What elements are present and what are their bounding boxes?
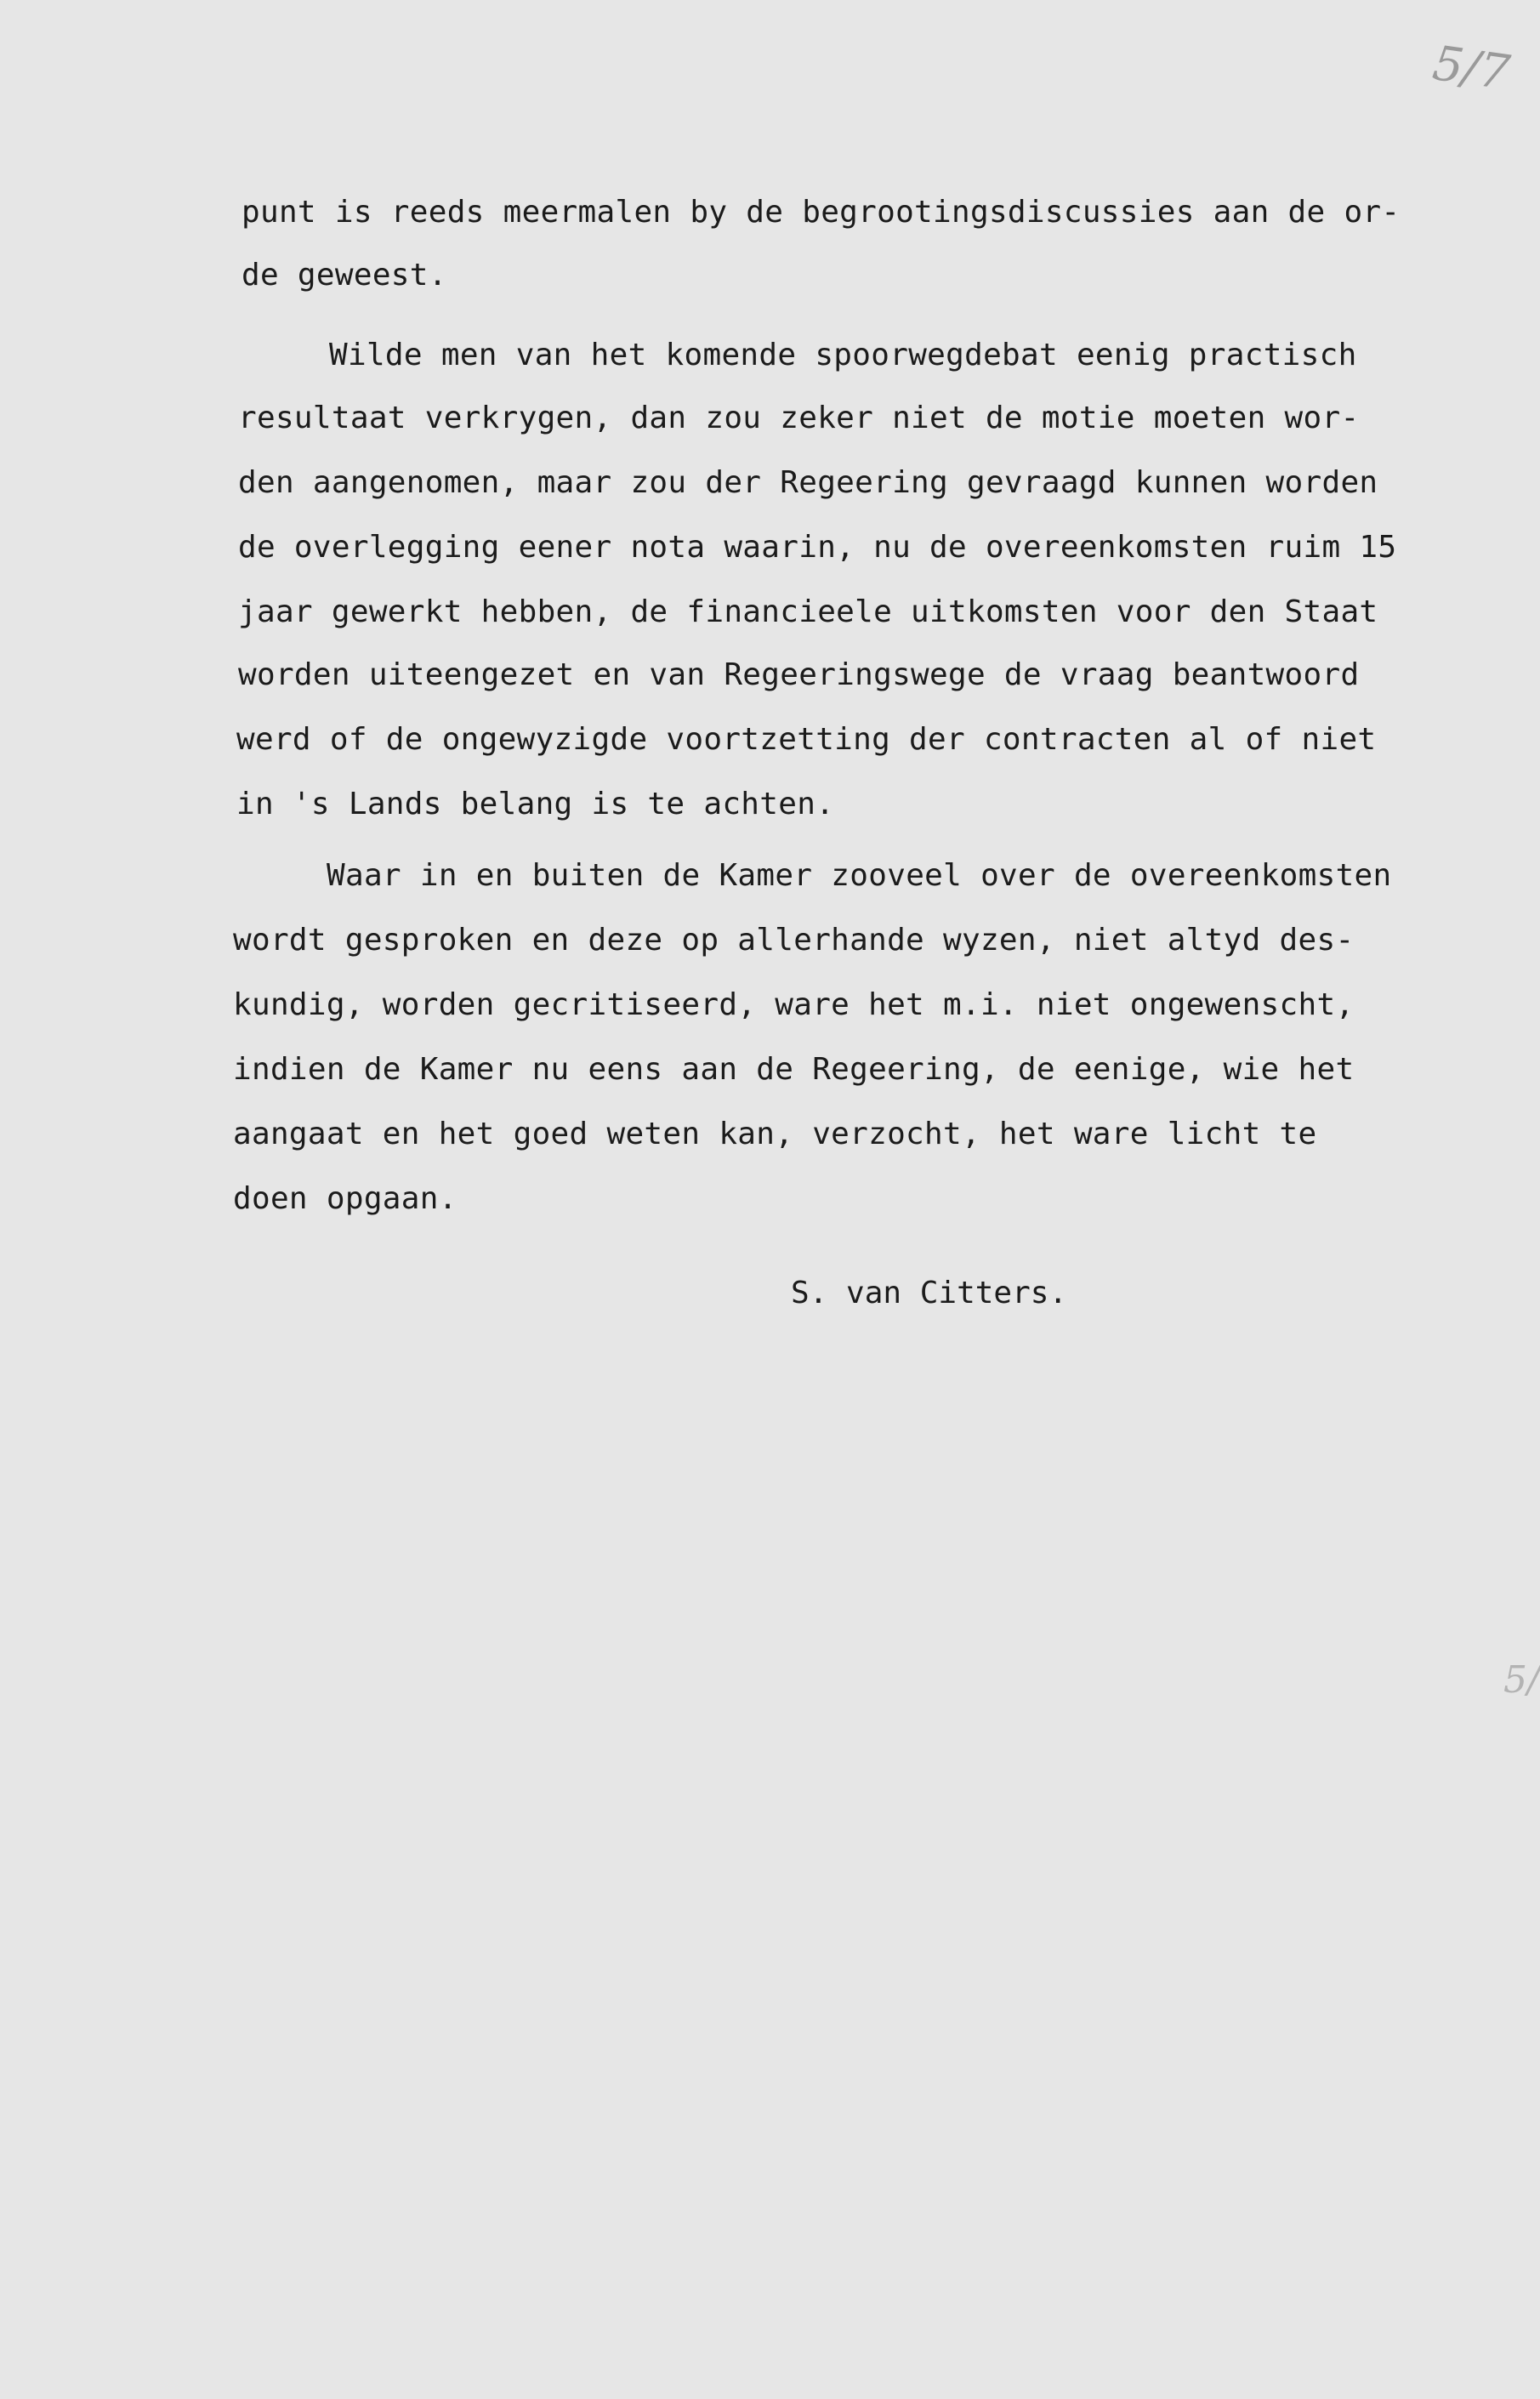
folio-number: 5/7 [1429, 36, 1514, 101]
signature: S. van Citters. [791, 1276, 1068, 1310]
text-line: aangaat en het goed weten kan, verzocht, het ware licht te [233, 1117, 1317, 1151]
text-line: wordt gesproken en deze op allerhande wyzen, niet altyd des- [233, 923, 1355, 958]
text-line: den aangenomen, maar zou der Regeering gevraagd kunnen worden [238, 465, 1378, 500]
text-line: doen opgaan. [233, 1181, 457, 1216]
text-line: kundig, worden gecritiseerd, ware het m.i. niet ongewenscht, [233, 987, 1355, 1022]
text-line: de geweest. [242, 258, 447, 293]
text-line: resultaat verkrygen, dan zou zeker niet de motie moeten wor- [238, 401, 1360, 435]
text-line: punt is reeds meermalen by de begrootingsdiscussies aan de or- [242, 195, 1401, 230]
text-line: in 's Lands belang is te achten. [236, 787, 835, 821]
text-line: worden uiteengezet en van Regeeringswege de vraag beantwoord [238, 657, 1360, 692]
text-line: jaar gewerkt hebben, de financieele uitkomsten voor den Staat [238, 594, 1378, 629]
text-line: Wilde men van het komende spoorwegdebat eenig practisch [329, 338, 1357, 372]
margin-mark: 5/ [1503, 1658, 1540, 1702]
text-line: de overlegging eener nota waarin, nu de overeenkomsten ruim 15 [238, 530, 1397, 565]
text-line: werd of de ongewyzigde voortzetting der contracten al of niet [236, 722, 1377, 757]
text-line: Waar in en buiten de Kamer zooveel over de overeenkomsten [327, 858, 1392, 893]
text-line: indien de Kamer nu eens aan de Regeering, de eenige, wie het [233, 1052, 1355, 1087]
